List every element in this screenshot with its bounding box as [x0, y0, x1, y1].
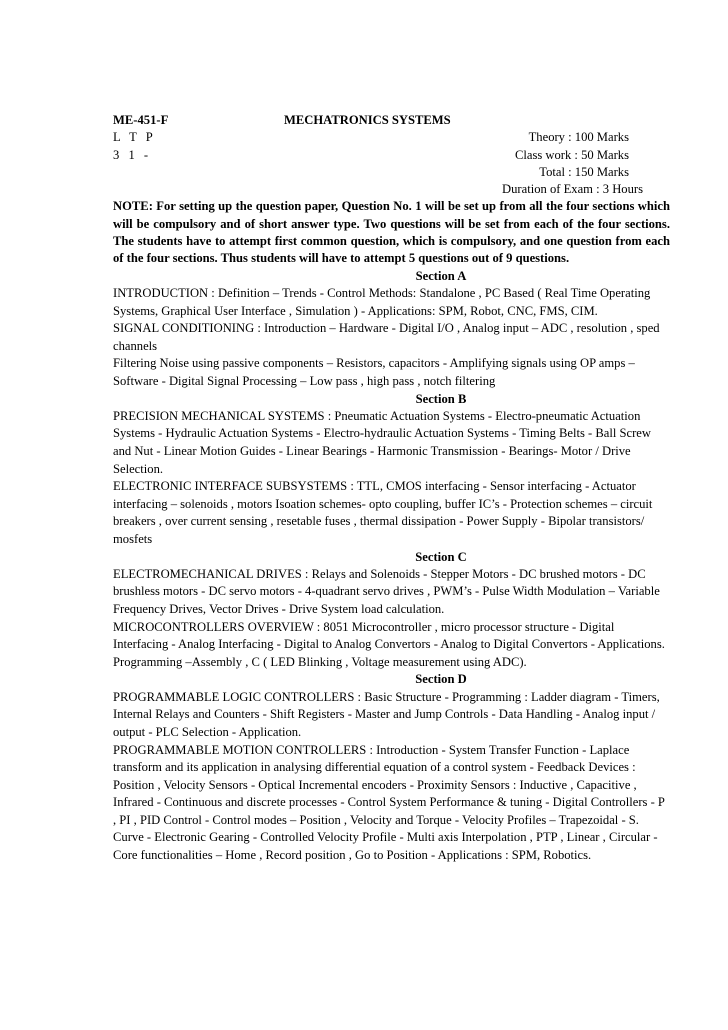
topic-paragraph: ELECTRONIC INTERFACE SUBSYSTEMS : TTL, CMOS interfacing - Sensor interfacing - Actuator interfacing – solenoids , motors Isoation schemes- opto coupling, buffer IC’s - Protection schemes – circuit breakers , over current sensing , resetable fuses , thermal dissipation - Power Supply - Bipolar transistors/ mosfets — [113, 479, 653, 546]
ltp-labels: L T P — [113, 130, 153, 145]
section-heading: Section B — [415, 391, 467, 406]
topic-paragraph: PROGRAMMABLE LOGIC CONTROLLERS : Basic Structure - Programming : Ladder diagram - Timers, Internal Relays and Counters - Shift Registers - Master and Jump Controls - Data Handling - Analog input / output - PLC Selection - Application. — [113, 689, 660, 739]
ltp-values: 3 1 - — [113, 147, 149, 162]
section-heading: Section C — [415, 549, 467, 564]
instruction-note: NOTE: For setting up the question paper, Question No. 1 will be set up from all the four sections which will be compulsory and of short answer type. Two questions will be set from each of the four sections. The students have to attempt first common question, which is compulsory, and one question from each of the four sections. Thus students will have to attempt 5 questions out of 9 questions. — [113, 199, 670, 266]
topic-paragraph: SIGNAL CONDITIONING : Introduction – Hardware - Digital I/O , Analog input – ADC , resolution , sped channels — [113, 321, 660, 353]
header-row-title — [113, 112, 670, 129]
section-heading: Section A — [415, 268, 467, 283]
header-row-duration — [113, 181, 670, 198]
topic-paragraph: MICROCONTROLLERS OVERVIEW : 8051 Microcontroller , micro processor structure - Digital Interfacing - Analog Interfacing - Digital to Analog Convertors - Analog to Digital Convertors - Applications. — [113, 619, 665, 652]
topic-paragraph: Filtering Noise using passive components – Resistors, capacitors - Amplifying signals using OP amps – Software - Digital Signal Processing – Low pass , high pass , notch filtering — [113, 356, 635, 388]
syllabus-content — [113, 112, 670, 865]
header-row-ltp-labels — [113, 129, 670, 146]
class-work-marks: Class work : 50 Marks — [514, 147, 629, 162]
section-d — [113, 671, 670, 864]
theory-marks: Theory : 100 Marks — [528, 130, 629, 145]
course-code: ME-451-F — [113, 113, 169, 127]
header-row-ltp-values — [113, 147, 670, 164]
topic-paragraph: INTRODUCTION : Definition – Trends - Control Methods: Standalone , PC Based ( Real Time Operating Systems, Graphical User Interface , Simulation ) - Applications: SPM, Robot, CNC, FMS, CIM. — [113, 285, 651, 318]
section-b — [113, 391, 670, 549]
topic-paragraph: PROGRAMMABLE MOTION CONTROLLERS : Introduction - System Transfer Function - Laplace transform and its application in analysing differential equation of a control system - Feedback Devices : Position , Velocity Sensors - Optical Incremental encoders - Proximity Sensors : Inductive , Capacitive , Infrared - Continuous and discrete processes - Control System Performance & tuning - Digital Controllers - P , PI , PID Control - Control modes – Position , Velocity and Torque - Velocity Profiles – Trapezoidal - S. Curve - Electronic Gearing - Controlled Velocity Profile - Multi axis Interpolation , PTP , Linear , Circular - Core functionalities – Home , Record position , Go to Position - Applications : SPM, Robotics. — [113, 742, 665, 863]
header-row-total — [113, 164, 670, 181]
section-heading: Section D — [415, 672, 467, 687]
topic-paragraph: PRECISION MECHANICAL SYSTEMS : Pneumatic Actuation Systems - Electro-pneumatic Actuation Systems - Hydraulic Actuation Systems - Electro-hydraulic Actuation Systems - Timing Belts - Ball Screw and Nut - Linear Motion Guides - Linear Bearings - Harmonic Transmission - Bearings- Motor / Drive Selection. — [113, 408, 651, 476]
topic-paragraph: Programming –Assembly , C ( LED Blinking , Voltage measurement using ADC). — [113, 654, 527, 669]
subject-title: MECHATRONICS SYSTEMS — [284, 113, 451, 127]
exam-duration: Duration of Exam : 3 Hours — [502, 182, 643, 197]
topic-paragraph: ELECTROMECHANICAL DRIVES : Relays and Solenoids - Stepper Motors - DC brushed motors - DC brushless motors - DC servo motors - 4-quadrant servo drives , PWM’s - Pulse Width Modulation – Variable Frequency Drives, Vector Drives - Drive System load calculation. — [113, 566, 660, 617]
section-a — [113, 268, 670, 391]
total-marks: Total : 150 Marks — [539, 164, 629, 179]
section-c — [113, 549, 670, 672]
